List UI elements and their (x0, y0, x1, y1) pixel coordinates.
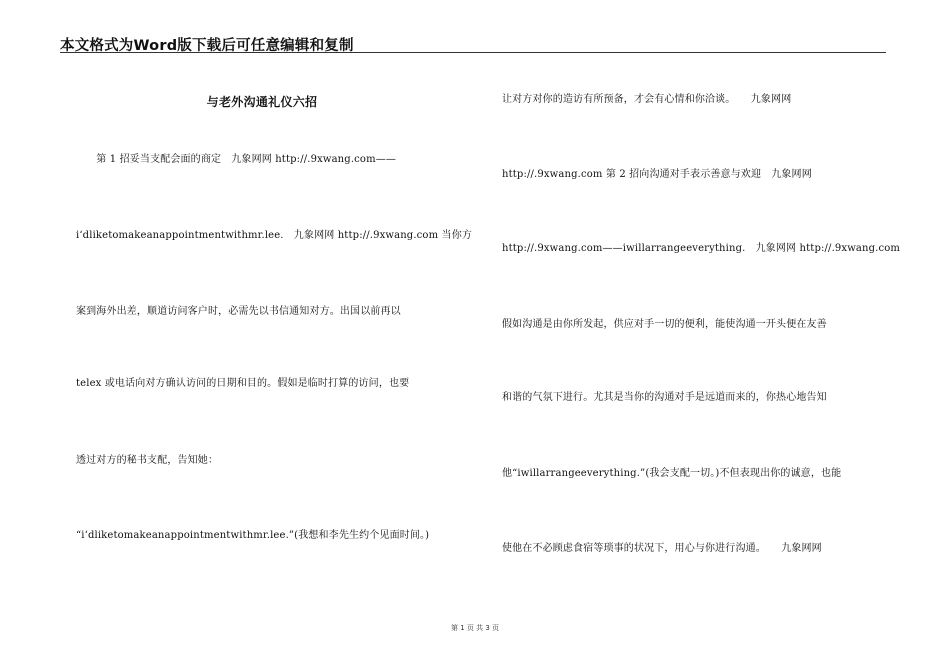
paragraph-line: 让对方对你的造访有所预备，才会有心情和你洽谈。 九象网网 (502, 94, 792, 105)
page-number: 第 1 页 共 3 页 (450, 624, 500, 632)
paragraph-line: http://.9xwang.com 第 2 招向沟通对手表示善意与欢迎 九象网网 (502, 169, 812, 180)
paragraph-line: 假如沟通是由你所发起，供应对手一切的便利，能使沟通一开头便在友善 (502, 319, 827, 330)
paragraph-line: 和谐的气氛下进行。尤其是当你的沟通对手是远道而来的，你热心地告知 (502, 392, 827, 403)
paragraph-line: i‘dliketomakeanappointmentwithmr.lee. 九象网网 http://.9xwang.com 当你方 (76, 230, 473, 241)
document-header: 本文格式为Word版下载后可任意编辑和复制 (60, 38, 354, 54)
paragraph-line: 第 1 招妥当支配会面的商定 九象网网 http://.9xwang.com—— (76, 154, 397, 165)
article-title: 与老外沟通礼仪六招 (206, 95, 318, 109)
paragraph-line: http://.9xwang.com——iwillarrangeeverything. 九象网网 http://.9xwang.com (502, 243, 901, 254)
paragraph-line: 使他在不必顾虑食宿等琐事的状况下，用心与你进行沟通。 九象网网 (502, 543, 822, 554)
header-divider (60, 52, 886, 53)
paragraph-line: “i‘dliketomakeanappointmentwithmr.lee.”(我想和李先生约个见面时间。) (76, 530, 430, 541)
paragraph-line: telex 或电话向对方确认访问的日期和目的。假如是临时打算的访问，也要 (76, 378, 410, 389)
paragraph-line: 透过对方的秘书支配，告知她： (76, 455, 219, 466)
paragraph-line: 他“iwillarrangeeverything.”(我会支配一切。)不但表现出你的诚意，也能 (502, 468, 842, 479)
paragraph-line: 案到海外出差，顺道访问客户时，必需先以书信通知对方。出国以前再以 (76, 306, 401, 317)
